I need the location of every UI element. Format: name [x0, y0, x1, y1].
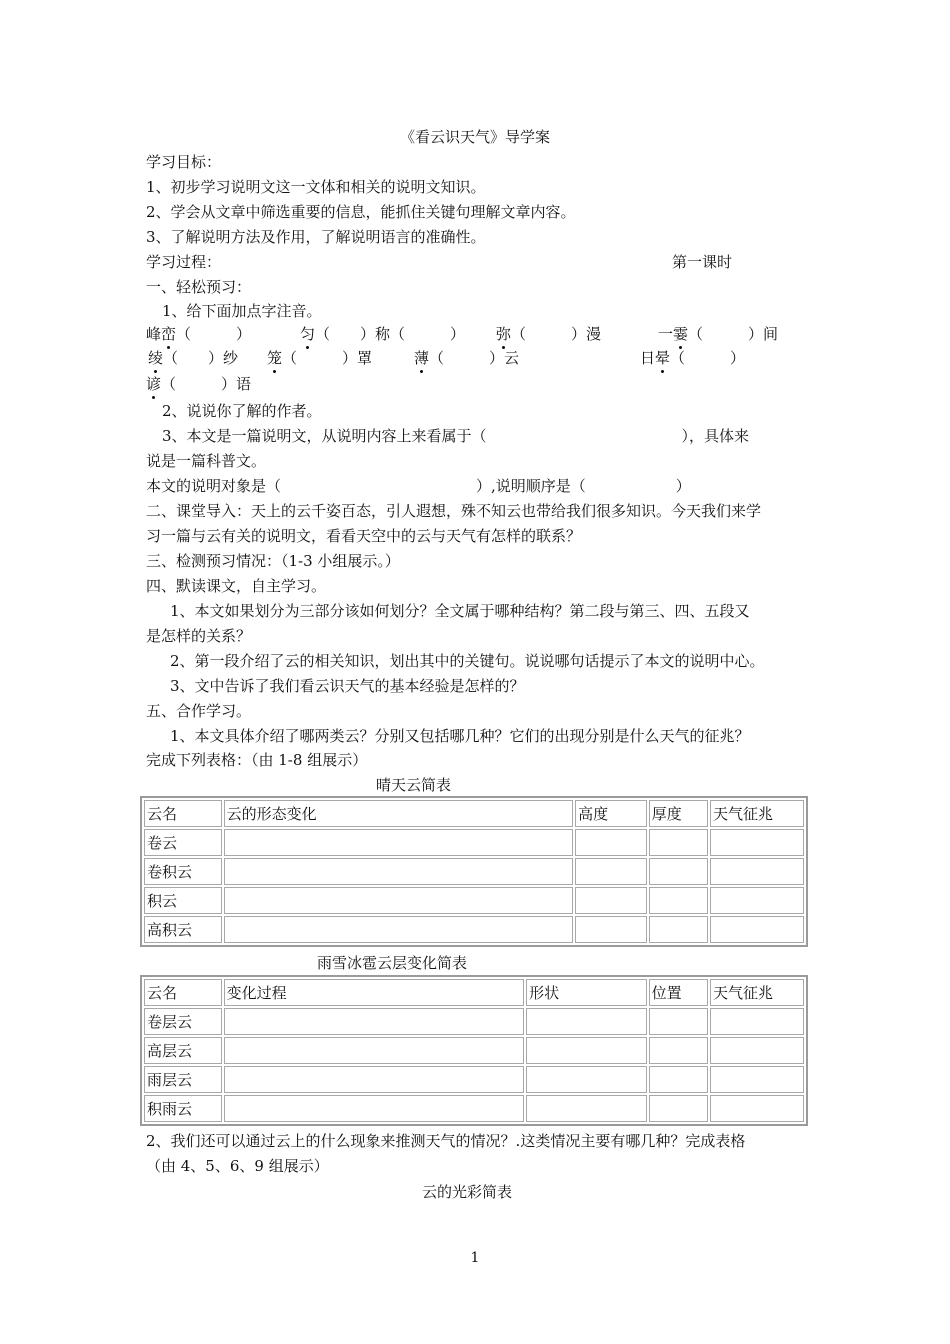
table-header-row — [144, 800, 804, 827]
blank-cell[interactable] — [224, 829, 574, 856]
cloud-name-cell: 卷云 — [144, 829, 222, 856]
cloud-name-cell: 高层云 — [144, 1037, 222, 1064]
blank-cell[interactable] — [224, 1037, 524, 1064]
blank-cell[interactable] — [649, 858, 708, 885]
cloud-name-cell: 雨层云 — [144, 1066, 222, 1093]
pinyin-item: 绫（ ）纱 — [148, 349, 239, 367]
dotted-char: 匀 — [300, 325, 316, 343]
header-cell: 云名 — [144, 979, 222, 1006]
table-row — [144, 1037, 804, 1064]
process-heading: 学习过程： — [146, 253, 222, 271]
section2-line: 习一篇与云有关的说明文，看看天空中的云与天气有怎样的联系？ — [146, 527, 582, 545]
dotted-char: 霎 — [673, 325, 689, 343]
dotted-char: 薄 — [414, 349, 430, 367]
blank-cell[interactable] — [649, 1095, 708, 1122]
table-row — [144, 1095, 804, 1122]
header-cell: 变化过程 — [224, 979, 524, 1006]
page-title: 《看云识天气》导学案 — [399, 128, 550, 146]
dotted-char: 谚 — [146, 375, 162, 393]
lesson-label: 第一课时 — [672, 253, 733, 271]
blank-cell[interactable] — [710, 887, 804, 914]
section4-heading: 四、默读课文，自主学习。 — [146, 577, 327, 595]
header-cell: 云的形态变化 — [224, 800, 574, 827]
blank-cell[interactable] — [710, 1037, 804, 1064]
blank-cell[interactable] — [575, 916, 647, 943]
pinyin-item: 一霎（ ）间 — [658, 325, 779, 343]
table-rain-snow-clouds — [140, 975, 808, 1126]
page-number: 1 — [470, 1250, 480, 1266]
table-header-row — [144, 979, 804, 1006]
question-2b: 2、我们还可以通过云上的什么现象来推测天气的情况？.这类情况主要有哪几种？完成表格 — [146, 1132, 746, 1150]
section1-heading: 一、轻松预习： — [146, 278, 252, 296]
section5-heading: 五、合作学习。 — [146, 702, 252, 720]
blank-cell[interactable] — [649, 1037, 708, 1064]
section3: 三、检测预习情况：（1-3 小组展示。） — [146, 552, 400, 570]
blank-cell[interactable] — [224, 1095, 524, 1122]
table-sunny-clouds — [140, 796, 808, 947]
blank-cell[interactable] — [526, 1066, 647, 1093]
section5-question-cont: 完成下列表格：（由 1-8 组展示） — [146, 751, 368, 769]
question-4: 本文的说明对象是（ ）,说明顺序是（ ） — [146, 477, 691, 495]
table-row — [144, 1066, 804, 1093]
blank-cell[interactable] — [649, 1066, 708, 1093]
table1-caption: 晴天云简表 — [376, 776, 452, 794]
pinyin-item: 日晕（ ） — [640, 349, 746, 367]
section5-question: 1、本文具体介绍了哪两类云？分别又包括哪几种？它们的出现分别是什么天气的征兆？ — [170, 727, 750, 745]
section2-line: 二、课堂导入：天上的云千姿百态，引人遐想，殊不知云也带给我们很多知识。今天我们来学 — [146, 502, 762, 520]
table-row — [144, 887, 804, 914]
header-cell: 形状 — [526, 979, 647, 1006]
blank-cell[interactable] — [575, 858, 647, 885]
cloud-name-cell: 卷层云 — [144, 1008, 222, 1035]
header-cell: 厚度 — [649, 800, 708, 827]
cloud-name-cell: 积云 — [144, 887, 222, 914]
question-1: 1、给下面加点字注音。 — [162, 302, 322, 320]
objective-item: 2、学会从文章中筛选重要的信息，能抓住关键句理解文章内容。 — [146, 203, 576, 221]
blank-cell[interactable] — [224, 858, 574, 885]
table-row — [144, 1008, 804, 1035]
cloud-name-cell: 卷积云 — [144, 858, 222, 885]
objectives-heading: 学习目标： — [146, 153, 222, 171]
pinyin-item: 薄（ ）云 — [414, 349, 520, 367]
objective-item: 1、初步学习说明文这一文体和相关的说明文知识。 — [146, 178, 486, 196]
section4-question: 2、第一段介绍了云的相关知识，划出其中的关键句。说说哪句话提示了本文的说明中心。 — [170, 652, 765, 670]
question-3-cont: 说是一篇科普文。 — [146, 452, 267, 470]
pinyin-item: 弥（ ）漫 — [496, 325, 602, 343]
table-row — [144, 829, 804, 856]
blank-cell[interactable] — [649, 1008, 708, 1035]
objective-item: 3、了解说明方法及作用，了解说明语言的准确性。 — [146, 228, 486, 246]
cloud-name-cell: 高积云 — [144, 916, 222, 943]
pinyin-item: 匀（ ）称（ ） — [300, 325, 466, 343]
blank-cell[interactable] — [710, 1008, 804, 1035]
header-cell: 天气征兆 — [710, 979, 804, 1006]
cloud-name-cell: 积雨云 — [144, 1095, 222, 1122]
dotted-char: 笼 — [267, 349, 283, 367]
blank-cell[interactable] — [575, 887, 647, 914]
dotted-char: 晕 — [655, 349, 671, 367]
section4-question: 3、文中告诉了我们看云识天气的基本经验是怎样的？ — [170, 677, 525, 695]
section4-question: 1、本文如果划分为三部分该如何划分？全文属于哪种结构？第二段与第三、四、五段又 — [170, 602, 750, 620]
header-cell: 云名 — [144, 800, 222, 827]
question-3: 3、本文是一篇说明文，从说明内容上来看属于（ ），具体来 — [162, 427, 750, 445]
pinyin-item: 笼（ ）罩 — [267, 349, 373, 367]
section4-question-cont: 是怎样的关系？ — [146, 627, 252, 645]
blank-cell[interactable] — [224, 1066, 524, 1093]
question-2: 2、说说你了解的作者。 — [162, 402, 322, 420]
blank-cell[interactable] — [710, 916, 804, 943]
blank-cell[interactable] — [710, 829, 804, 856]
blank-cell[interactable] — [224, 916, 574, 943]
blank-cell[interactable] — [649, 829, 708, 856]
question-2b-cont: （由 4、5、6、9 组展示） — [146, 1157, 329, 1175]
blank-cell[interactable] — [649, 916, 708, 943]
dotted-char: 峦 — [161, 325, 177, 343]
table-row — [144, 858, 804, 885]
pinyin-item: 峰峦（ ） — [146, 325, 252, 343]
dotted-char: 弥 — [496, 325, 512, 343]
blank-cell[interactable] — [224, 1008, 524, 1035]
table3-caption: 云的光彩简表 — [422, 1183, 513, 1201]
blank-cell[interactable] — [710, 1095, 804, 1122]
blank-cell[interactable] — [710, 858, 804, 885]
dotted-char: 绫 — [148, 349, 164, 367]
table2-caption: 雨雪冰雹云层变化简表 — [317, 954, 468, 972]
header-cell: 高度 — [575, 800, 647, 827]
header-cell: 位置 — [649, 979, 708, 1006]
blank-cell[interactable] — [526, 1037, 647, 1064]
blank-cell[interactable] — [710, 1066, 804, 1093]
blank-cell[interactable] — [649, 887, 708, 914]
blank-cell[interactable] — [526, 1008, 647, 1035]
blank-cell[interactable] — [224, 887, 574, 914]
header-cell: 天气征兆 — [710, 800, 804, 827]
blank-cell[interactable] — [526, 1095, 647, 1122]
pinyin-item: 谚（ ）语 — [146, 375, 252, 393]
table-row — [144, 916, 804, 943]
blank-cell[interactable] — [575, 829, 647, 856]
